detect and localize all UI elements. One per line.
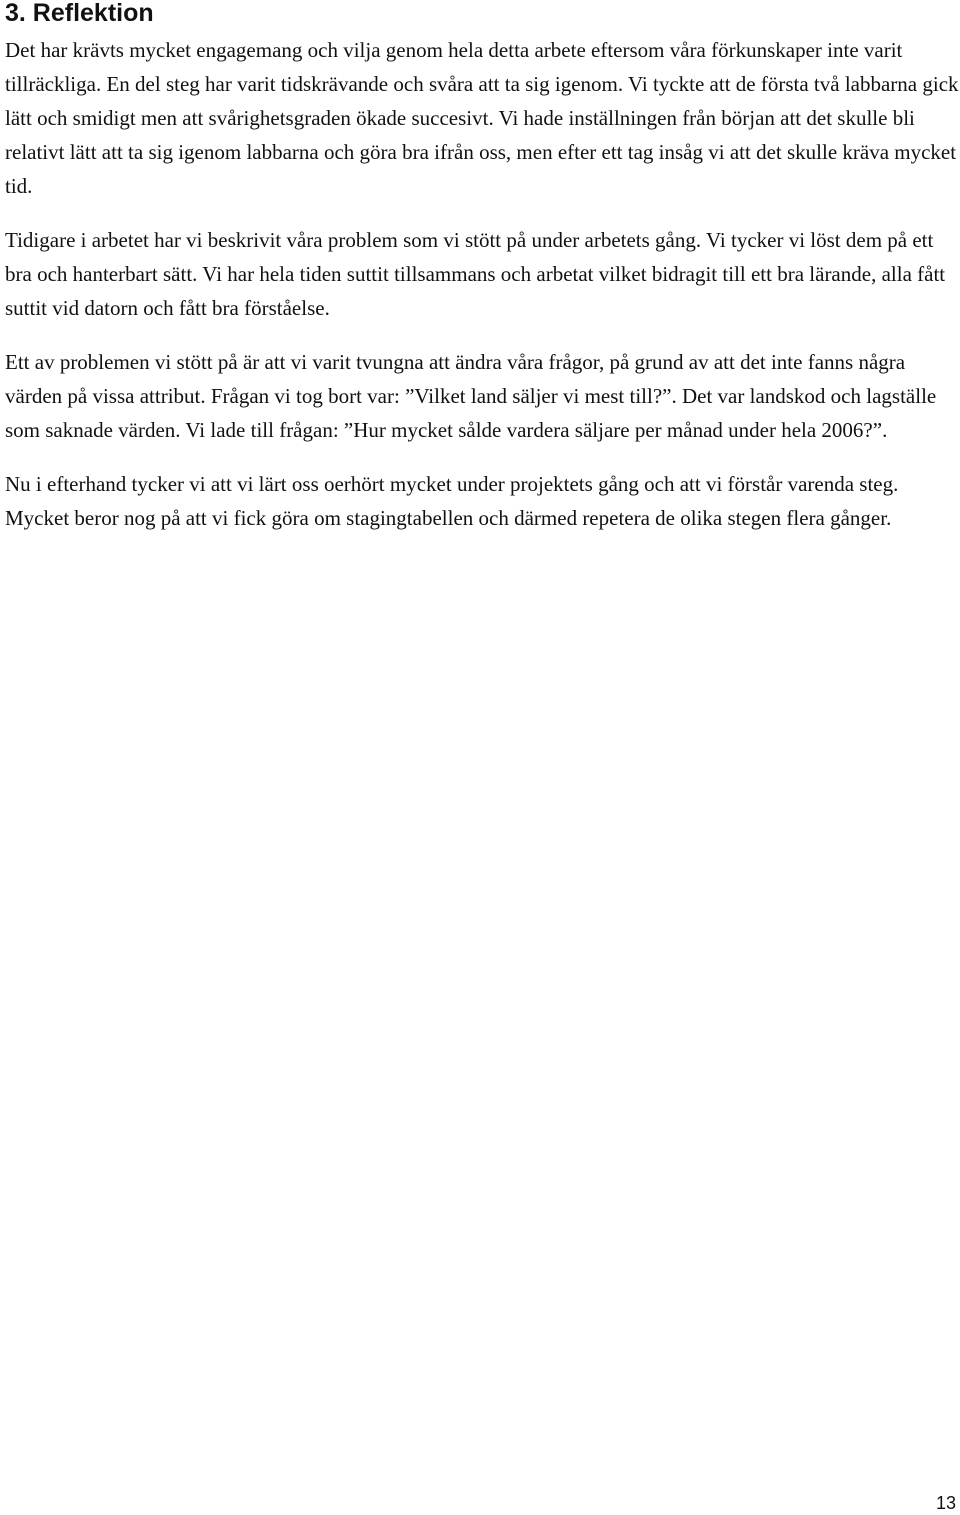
page-number: 13	[935, 1493, 956, 1513]
paragraph-1: Det har krävts mycket engagemang och vilja genom hela detta arbete eftersom våra förkunskaper inte varit tillräckliga. En del steg har varit tidskrävande och svåra att ta sig igenom. Vi tyckte att de första två labbarna gick lätt och smidigt men att svårighetsgraden ökade succesivt. Vi hade inställningen från början att det skulle bli relativt lätt att ta sig igenom labbarna och göra bra ifrån oss, men efter ett tag insåg vi att det skulle kräva mycket tid.	[5, 38, 959, 198]
paragraph-3: Ett av problemen vi stött på är att vi varit tvungna att ändra våra frågor, på grund av att det inte fanns några värden på vissa attribut. Frågan vi tog bort var: ”Vilket land säljer vi mest till?”. Det var landskod och lagställe som saknade värden. Vi lade till frågan: ”Hur mycket sålde vardera säljare per månad under hela 2006?”.	[5, 350, 937, 442]
section-heading: 3. Reflektion	[5, 0, 154, 27]
paragraph-4: Nu i efterhand tycker vi att vi lärt oss oerhört mycket under projektets gång och att vi förstår varenda steg. Mycket beror nog på att vi fick göra om stagingtabellen och därmed repetera de olika stegen flera gånger.	[5, 472, 899, 530]
section-body	[5, 33, 960, 535]
paragraph-2: Tidigare i arbetet har vi beskrivit våra problem som vi stött på under arbetets gång. Vi tycker vi löst dem på ett bra och hanterbart sätt. Vi har hela tiden suttit tillsammans och arbetat vilket bidragit till ett bra lärande, alla fått suttit vid datorn och fått bra förståelse.	[5, 228, 946, 320]
